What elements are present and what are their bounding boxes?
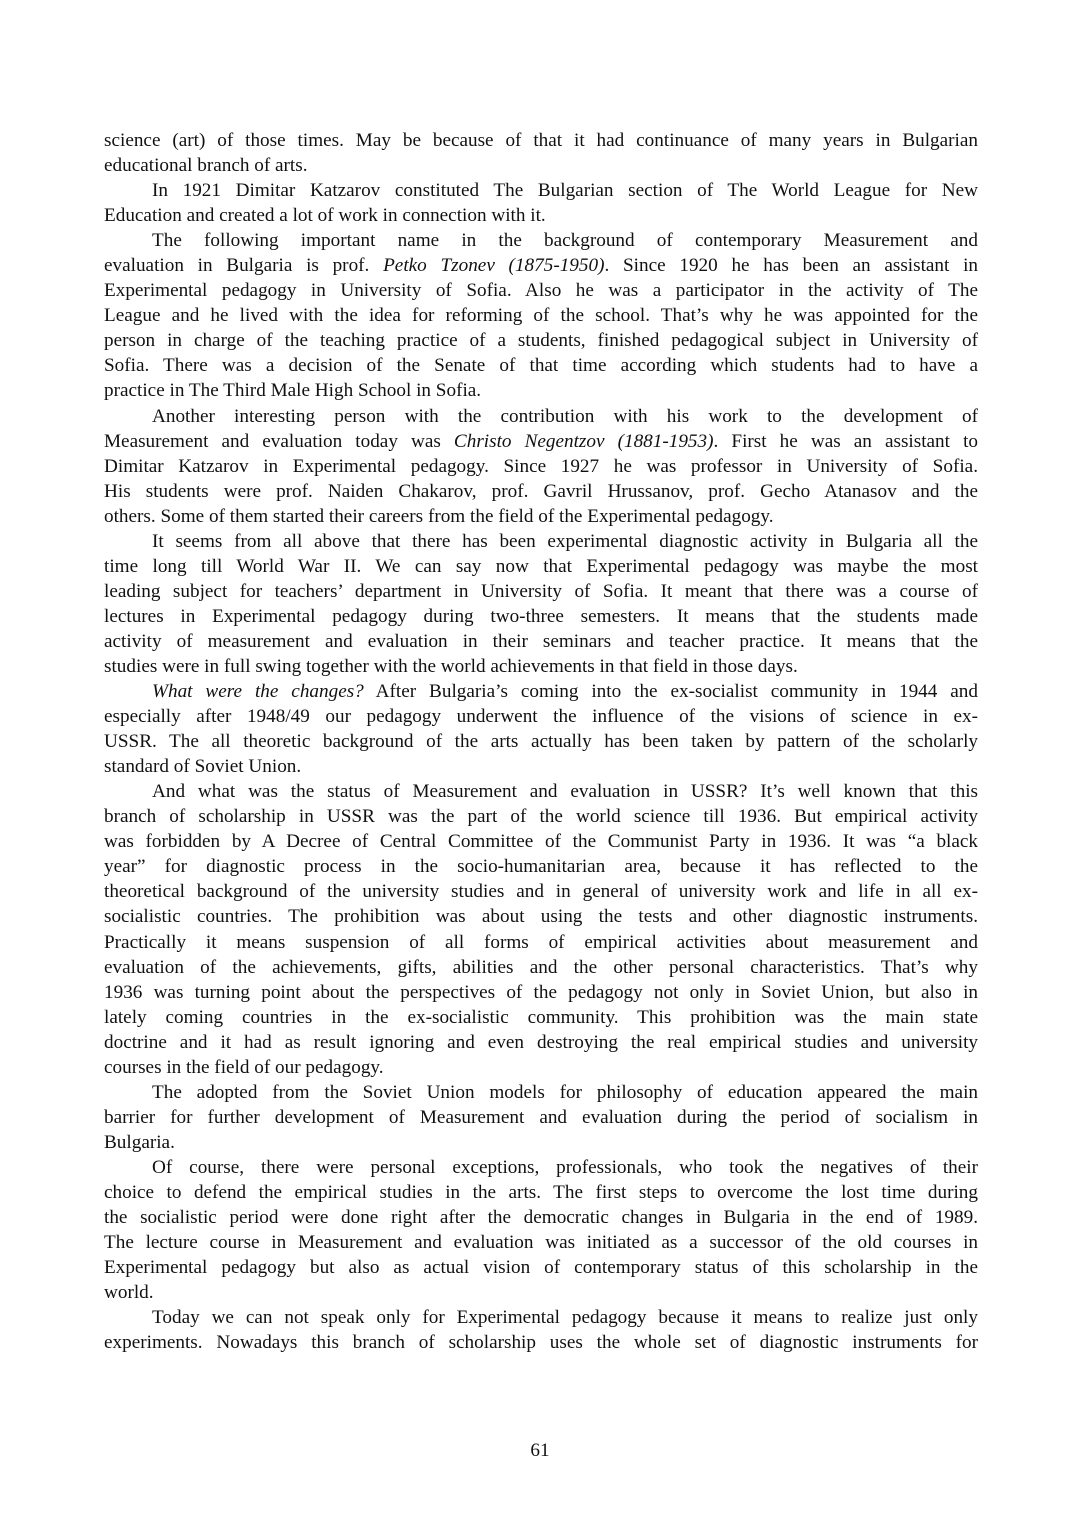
text-run: Another interesting person with the contribution with his work to the development of [152, 405, 978, 427]
text-run: branch of scholarship in USSR was the part of the world science till 1936. But empirical activity [104, 806, 978, 828]
text-line [104, 429, 978, 454]
text-line [104, 729, 978, 754]
text-run: Education and created a lot of work in connection with it. [104, 205, 546, 227]
text-line [104, 303, 978, 328]
text-line [104, 479, 978, 504]
text-run: After Bulgaria’s coming into the ex-socialist community in 1944 and [363, 681, 978, 703]
paragraph [104, 679, 978, 779]
paragraph [104, 779, 978, 1080]
text-run: was forbidden by A Decree of Central Committee of the Communist Party in 1936. It was “a black [104, 831, 978, 853]
text-line [104, 1030, 978, 1055]
text-run: 1936 was turning point about the perspectives of the pedagogy not only in Soviet Union, but also in [104, 981, 978, 1003]
text-line [104, 1230, 978, 1255]
text-run: activity of measurement and evaluation in their seminars and teacher practice. It means that the [104, 630, 978, 652]
text-run: Sofia. There was a decision of the Senate of that time according which students had to have a [104, 355, 978, 377]
text-line [104, 704, 978, 729]
text-line [104, 980, 978, 1005]
paragraph [104, 1155, 978, 1305]
text-run: standard of Soviet Union. [104, 756, 302, 778]
text-run: world. [104, 1282, 154, 1304]
text-run: science (art) of those times. May be because of that it had continuance of many years in Bulgarian [104, 130, 978, 151]
text-run: studies were in full swing together with the world achievements in that field in those days. [104, 655, 798, 677]
body-text [104, 128, 978, 1355]
text-line [104, 153, 978, 178]
text-run: educational branch of arts. [104, 155, 308, 177]
text-line [104, 904, 978, 929]
text-line [104, 679, 978, 704]
text-line [104, 779, 978, 804]
text-run: barrier for further development of Measurement and evaluation during the period of socialism in [104, 1106, 978, 1128]
text-run: others. Some of them started their careers from the field of the Experimental pedagogy. [104, 505, 774, 527]
text-line [104, 1205, 978, 1230]
text-run: Dimitar Katzarov in Experimental pedagogy. Since 1927 he was professor in University of Sofia. [104, 455, 978, 477]
paragraph [104, 529, 978, 679]
text-run: . First he was an assistant to [713, 430, 978, 452]
italic-text: Petko Tzonev (1875-1950) [383, 255, 605, 277]
text-line [104, 579, 978, 604]
text-run: Experimental pedagogy in University of Sofia. Also he was a participator in the activity of The [104, 280, 978, 302]
text-line [104, 1105, 978, 1130]
text-run: doctrine and it had as result ignoring and even destroying the real empirical studies and university [104, 1031, 978, 1053]
text-run: Measurement and evaluation today was [104, 430, 454, 452]
text-run: lectures in Experimental pedagogy during two-three semesters. It means that the students made [104, 605, 978, 627]
text-run: Today we can not speak only for Experimental pedagogy because it means to realize just only [152, 1307, 978, 1329]
page-number: 61 [530, 1440, 550, 1461]
text-run: Experimental pedagogy but also as actual vision of contemporary status of this scholarship in the [104, 1257, 978, 1279]
text-line [104, 604, 978, 629]
text-line [104, 454, 978, 479]
text-run: The following important name in the background of contemporary Measurement and [152, 230, 978, 252]
text-run: lately coming countries in the ex-socialistic community. This prohibition was the main state [104, 1006, 978, 1028]
text-line [104, 328, 978, 353]
text-line [104, 228, 978, 253]
text-line [104, 829, 978, 854]
text-line [104, 529, 978, 554]
text-line [104, 1080, 978, 1105]
text-run: courses in the field of our pedagogy. [104, 1056, 384, 1078]
text-line [104, 1005, 978, 1030]
text-run: choice to defend the empirical studies in the arts. The first steps to overcome the lost time during [104, 1181, 978, 1203]
text-run: Of course, there were personal exceptions, professionals, who took the negatives of their [152, 1156, 978, 1178]
text-run: League and he lived with the idea for reforming of the school. That’s why he was appointed for the [104, 305, 978, 327]
text-line [104, 404, 978, 429]
paragraph [104, 228, 978, 403]
text-line [104, 353, 978, 378]
text-line [104, 955, 978, 980]
text-line [104, 930, 978, 955]
text-run: USSR. The all theoretic background of the arts actually has been taken by pattern of the scholarly [104, 731, 978, 753]
text-run: person in charge of the teaching practice of a students, finished pedagogical subject in University of [104, 330, 978, 352]
paragraph [104, 404, 978, 529]
text-run: . Since 1920 he has been an assistant in [604, 255, 978, 277]
text-line [104, 128, 978, 153]
text-line [104, 378, 978, 403]
text-run: In 1921 Dimitar Katzarov constituted The Bulgarian section of The World League for New [152, 180, 978, 202]
text-line [104, 854, 978, 879]
document-page [104, 128, 978, 1355]
italic-text: What were the changes? [152, 681, 364, 703]
text-line [104, 629, 978, 654]
text-line [104, 203, 978, 228]
text-line [104, 1330, 978, 1355]
text-run: Bulgaria. [104, 1131, 175, 1153]
text-line [104, 1155, 978, 1180]
text-run: The adopted from the Soviet Union models for philosophy of education appeared the main [152, 1081, 978, 1103]
text-line [104, 504, 978, 529]
text-run: evaluation in Bulgaria is prof. [104, 255, 384, 277]
text-run: leading subject for teachers’ department in University of Sofia. It meant that there was a course of [104, 580, 978, 602]
paragraph [104, 1305, 978, 1355]
text-run: Practically it means suspension of all forms of empirical activities about measurement and [104, 931, 978, 953]
text-run: especially after 1948/49 our pedagogy underwent the influence of the visions of science in ex- [104, 706, 978, 728]
text-line [104, 754, 978, 779]
text-run: evaluation of the achievements, gifts, abilities and the other personal characteristics. That’s why [104, 956, 978, 978]
paragraph [104, 128, 978, 178]
text-line [104, 1130, 978, 1155]
text-line [104, 1180, 978, 1205]
text-run: The lecture course in Measurement and evaluation was initiated as a successor of the old courses in [104, 1232, 978, 1254]
text-line [104, 1255, 978, 1280]
italic-text: Christo Negentzov (1881-1953) [453, 430, 714, 452]
paragraph [104, 1080, 978, 1155]
text-line [104, 879, 978, 904]
text-run: practice in The Third Male High School in Sofia. [104, 380, 482, 402]
paragraph [104, 178, 978, 228]
text-run: And what was the status of Measurement and evaluation in USSR? It’s well known that this [152, 781, 978, 803]
text-line [104, 1280, 978, 1305]
text-run: socialistic countries. The prohibition was about using the tests and other diagnostic instruments. [104, 906, 978, 928]
text-run: His students were prof. Naiden Chakarov, prof. Gavril Hrussanov, prof. Gecho Atanasov and the [104, 480, 978, 502]
text-line [104, 804, 978, 829]
text-run: experiments. Nowadays this branch of scholarship uses the whole set of diagnostic instruments for [104, 1332, 978, 1354]
text-line [104, 253, 978, 278]
text-line [104, 1055, 978, 1080]
text-line [104, 278, 978, 303]
text-run: theoretical background of the university studies and in general of university work and life in all ex- [104, 881, 978, 903]
text-run: the socialistic period were done right after the democratic changes in Bulgaria in the end of 1989. [104, 1207, 978, 1229]
text-line [104, 178, 978, 203]
text-line [104, 1305, 978, 1330]
text-run: It seems from all above that there has been experimental diagnostic activity in Bulgaria all the [152, 530, 978, 552]
text-line [104, 554, 978, 579]
text-run: time long till World War II. We can say now that Experimental pedagogy was maybe the most [104, 555, 978, 577]
text-line [104, 654, 978, 679]
text-run: year” for diagnostic process in the socio-humanitarian area, because it has reflected to the [104, 856, 978, 878]
